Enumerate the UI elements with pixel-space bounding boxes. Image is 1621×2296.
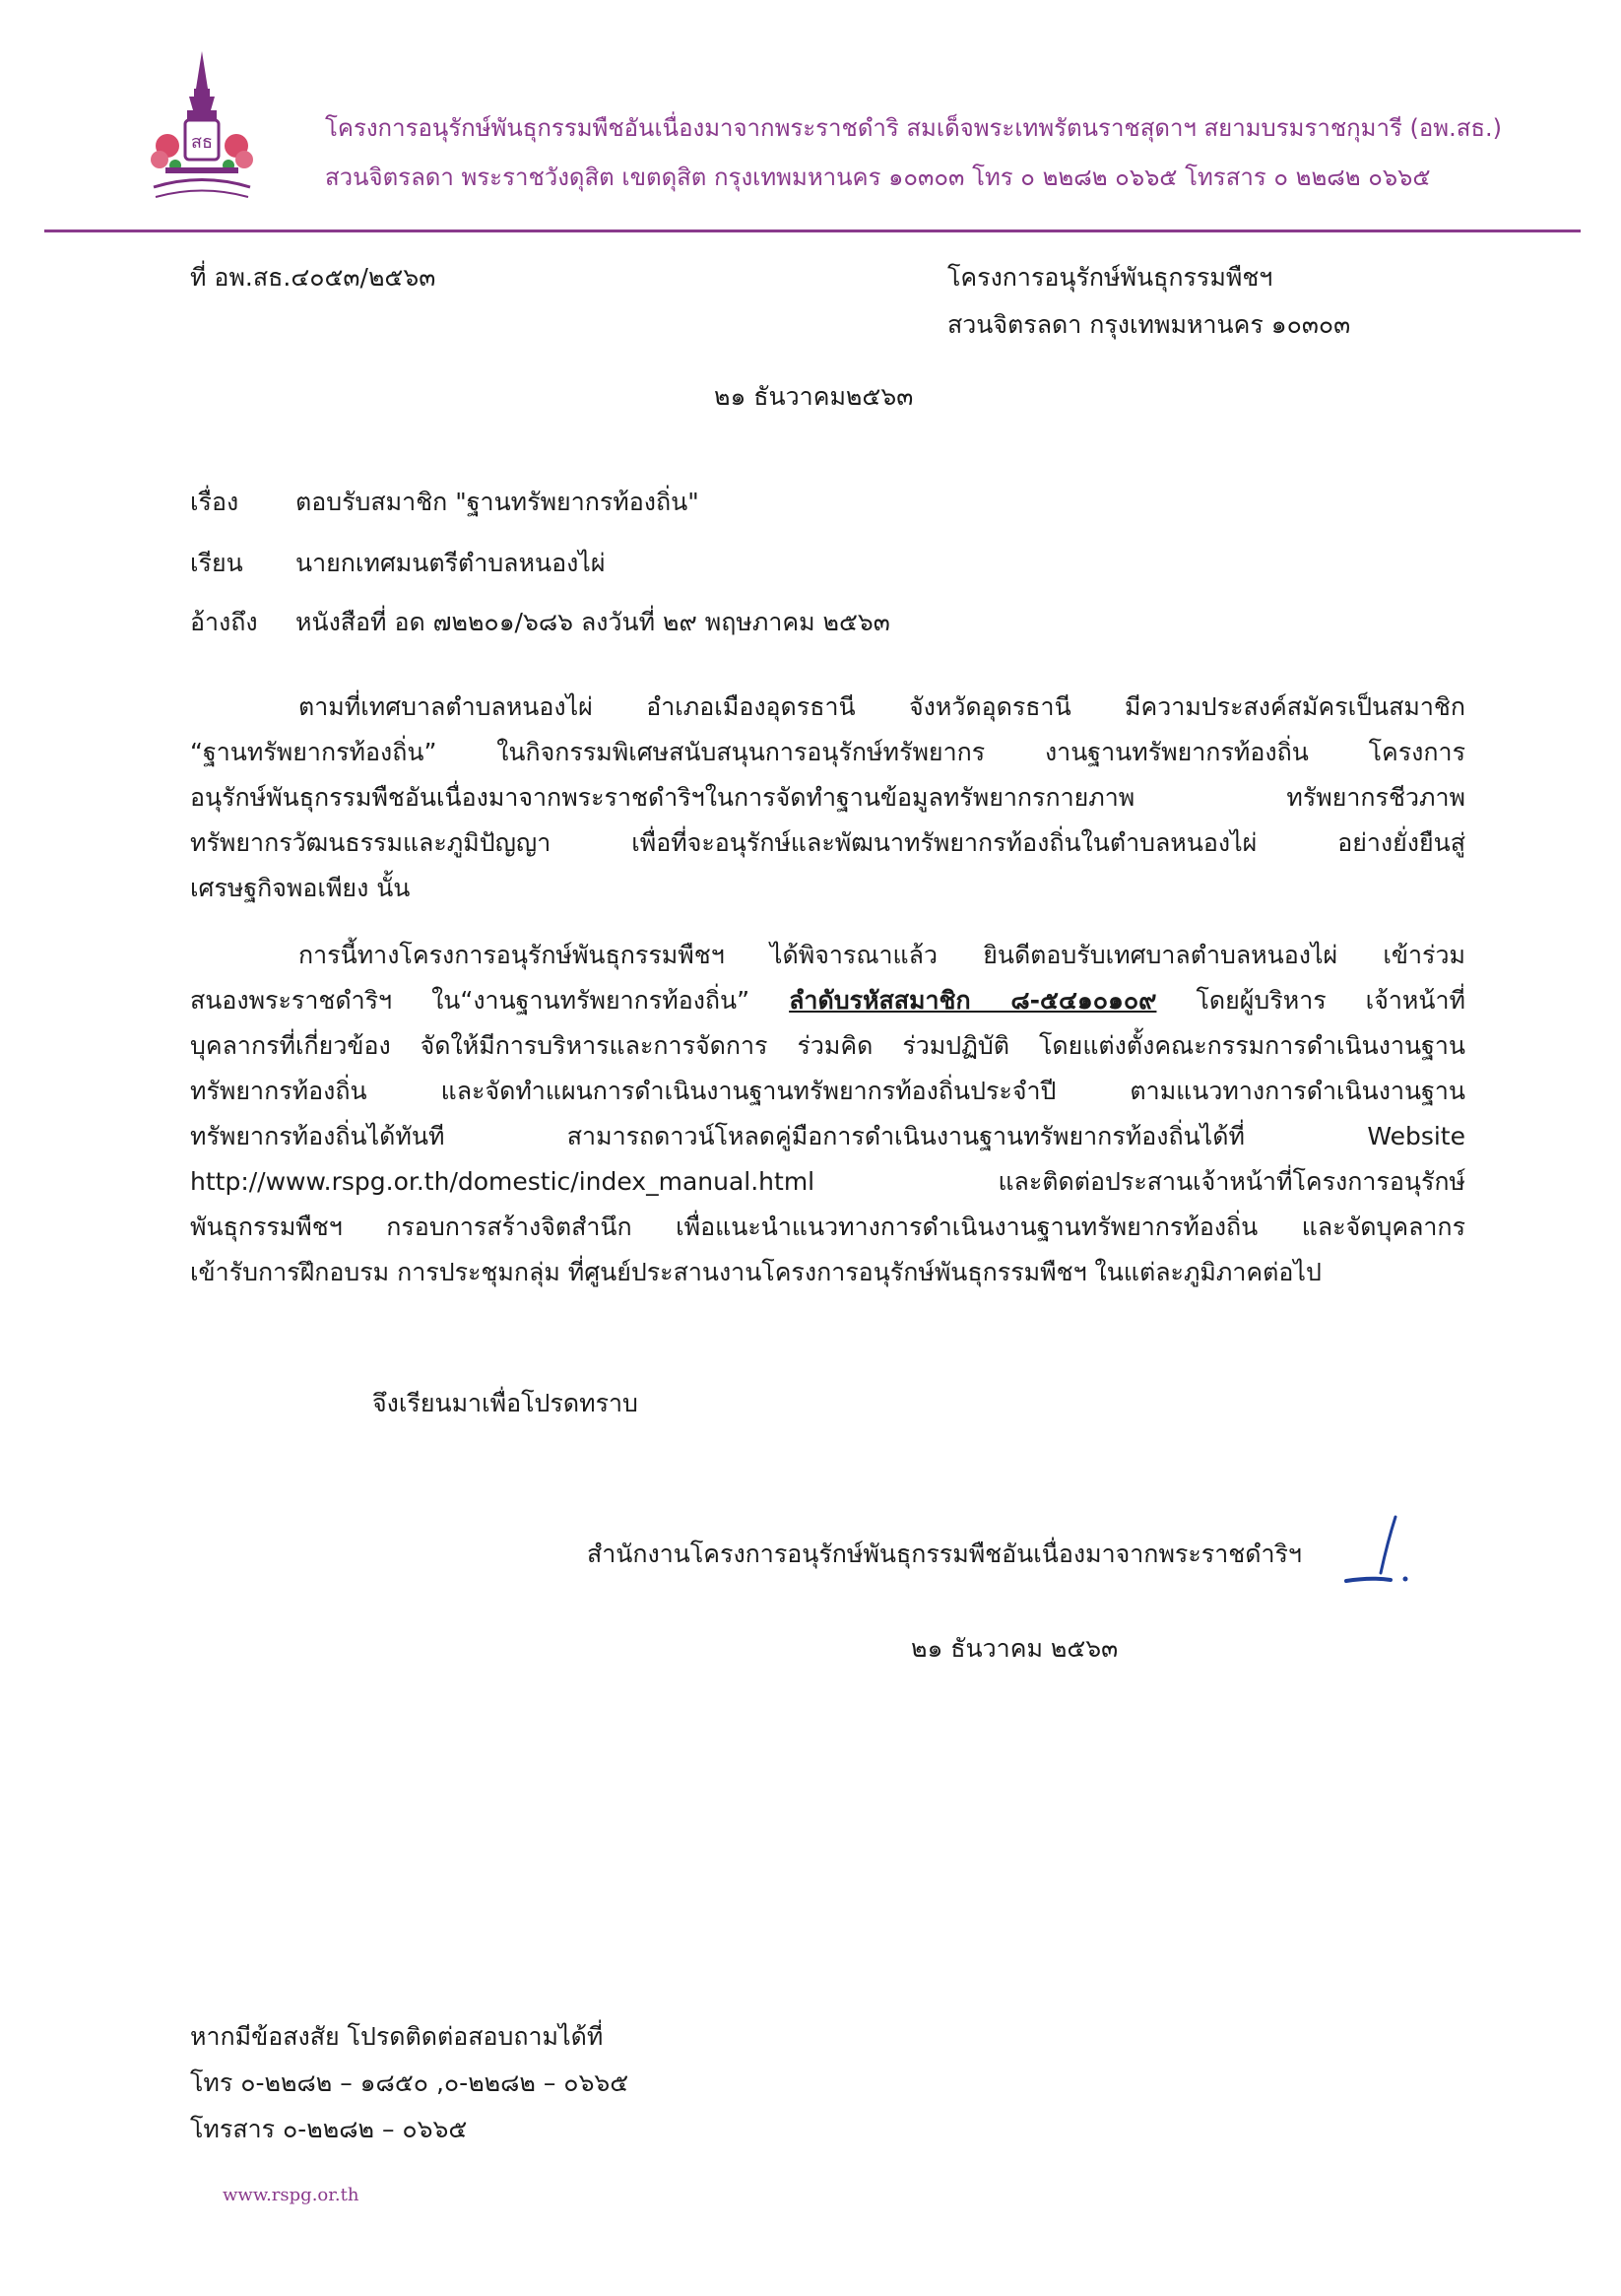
- reference-number: ที่ อพ.สธ.๔๐๕๓/๒๕๖๓: [190, 263, 436, 292]
- rspg-emblem-icon: [146, 49, 259, 212]
- paragraph-text: โดยผู้บริหาร เจ้าหน้าที่: [1196, 986, 1465, 1015]
- signature-mark: [1336, 1512, 1425, 1591]
- reference-value: หนังสือที่ อด ๗๒๒๐๑/๖๘๖ ลงวันที่ ๒๙ พฤษภาคม ๒๕๖๓: [295, 608, 890, 636]
- sender-address: สวนจิตรลดา กรุงเทพมหานคร ๑๐๓๐๓: [947, 310, 1351, 339]
- paragraph-line: [190, 978, 1465, 1023]
- recipient-value: นายกเทศมนตรีตำบลหนองไผ่: [295, 549, 606, 577]
- paragraph-line: ทรัพยากรท้องถิ่นได้ทันที สามารถดาวน์โหลดคู่มือการดำเนินงานฐานทรัพยากรท้องถิ่นได้ที่ Website: [190, 1122, 1465, 1150]
- body-paragraph-2: [190, 933, 1465, 1295]
- subject-value: ตอบรับสมาชิก "ฐานทรัพยากรท้องถิ่น": [295, 488, 699, 516]
- recipient-label: เรียน: [190, 549, 243, 577]
- body-paragraph-1: [190, 685, 1465, 911]
- signatory-office: สำนักงานโครงการอนุรักษ์พันธุกรรมพืชอันเนื่องมาจากพระราชดำริฯ: [587, 1540, 1302, 1568]
- sender-name: โครงการอนุรักษ์พันธุกรรมพืชฯ: [947, 263, 1273, 292]
- letterhead-org-name: โครงการอนุรักษ์พันธุกรรมพืชอันเนื่องมาจากพระราชดำริ สมเด็จพระเทพรัตนราชสุดาฯ สยามบรมราชกุมารี (อพ.สธ.): [325, 114, 1502, 142]
- letterhead-divider: [44, 230, 1581, 232]
- contact-fax: โทรสาร ๐-๒๒๘๒ – ๐๖๖๕: [190, 2115, 468, 2143]
- paragraph-line: พันธุกรรมพืชฯ กรอบการสร้างจิตสำนึก เพื่อแนะนำแนวทางการดำเนินงานฐานทรัพยากรท้องถิ่น และจัดบุคลากร: [190, 1213, 1465, 1241]
- svg-text:สธ: สธ: [191, 132, 213, 153]
- closing-phrase: จึงเรียนมาเพื่อโปรดทราบ: [372, 1389, 638, 1417]
- member-code: ลำดับรหัสสมาชิก ๘-๕๔๑๐๑๐๙: [789, 986, 1157, 1015]
- letter-date: ๒๑ ธันวาคม๒๕๖๓: [714, 382, 914, 411]
- paragraph-line: เข้ารับการฝึกอบรม การประชุมกลุ่ม ที่ศูนย์ประสานงานโครงการอนุรักษ์พันธุกรรมพืชฯ ในแต่ละภูมิภาคต่อไป: [190, 1258, 1322, 1286]
- subject-label: เรื่อง: [190, 488, 239, 516]
- reference-label: อ้างถึง: [190, 608, 258, 636]
- paragraph-line: ทรัพยากรท้องถิ่น และจัดทำแผนการดำเนินงานฐานทรัพยากรท้องถิ่นประจำปี ตามแนวทางการดำเนินงานฐาน: [190, 1077, 1465, 1105]
- paragraph-line: ตามที่เทศบาลตำบลหนองไผ่ อำเภอเมืองอุดรธานี จังหวัดอุดรธานี มีความประสงค์สมัครเป็นสมาชิก: [298, 692, 1465, 721]
- paragraph-text: สนองพระราชดำริฯ ใน“งานฐานทรัพยากรท้องถิ่น”: [190, 986, 750, 1015]
- paragraph-line: “ฐานทรัพยากรท้องถิ่น” ในกิจกรรมพิเศษสนับสนุนการอนุรักษ์ทรัพยากร งานฐานทรัพยากรท้องถิ่น โครงการ: [190, 738, 1465, 766]
- signature-date: ๒๑ ธันวาคม ๒๕๖๓: [911, 1634, 1119, 1663]
- paragraph-line: อนุรักษ์พันธุกรรมพืชอันเนื่องมาจากพระราชดำริฯในการจัดทำฐานข้อมูลทรัพยากรกายภาพ ทรัพยากรชีวภาพ: [190, 783, 1465, 812]
- paragraph-line: ทรัพยากรวัฒนธรรมและภูมิปัญญา เพื่อที่จะอนุรักษ์และพัฒนาทรัพยากรท้องถิ่นในตำบลหนองไผ่ อย่างยั่งยืนสู่: [190, 828, 1465, 857]
- paragraph-line: การนี้ทางโครงการอนุรักษ์พันธุกรรมพืชฯ ได้พิจารณาแล้ว ยินดีตอบรับเทศบาลตำบลหนองไผ่ เข้าร่วม: [298, 941, 1465, 969]
- paragraph-line: เศรษฐกิจพอเพียง นั้น: [190, 874, 411, 902]
- contact-intro: หากมีข้อสงสัย โปรดติดต่อสอบถามได้ที่: [190, 2022, 604, 2051]
- manual-url-line: http://www.rspg.or.th/domestic/index_manual.html และติดต่อประสานเจ้าหน้าที่โครงการอนุรักษ์: [190, 1167, 1465, 1196]
- website-link[interactable]: www.rspg.or.th: [223, 2185, 359, 2205]
- letterhead-address: สวนจิตรลดา พระราชวังดุสิต เขตดุสิต กรุงเทพมหานคร ๑๐๓๐๓ โทร ๐ ๒๒๘๒ ๐๖๖๕ โทรสาร ๐ ๒๒๘๒ ๐๖๖๕: [325, 164, 1431, 191]
- paragraph-line: บุคลากรที่เกี่ยวข้อง จัดให้มีการบริหารและการจัดการ ร่วมคิด ร่วมปฏิบัติ โดยแต่งตั้งคณะกรรมการดำเนินงานฐาน: [190, 1031, 1465, 1060]
- contact-phone: โทร ๐-๒๒๘๒ – ๑๘๕๐ ,๐-๒๒๘๒ – ๐๖๖๕: [190, 2068, 629, 2097]
